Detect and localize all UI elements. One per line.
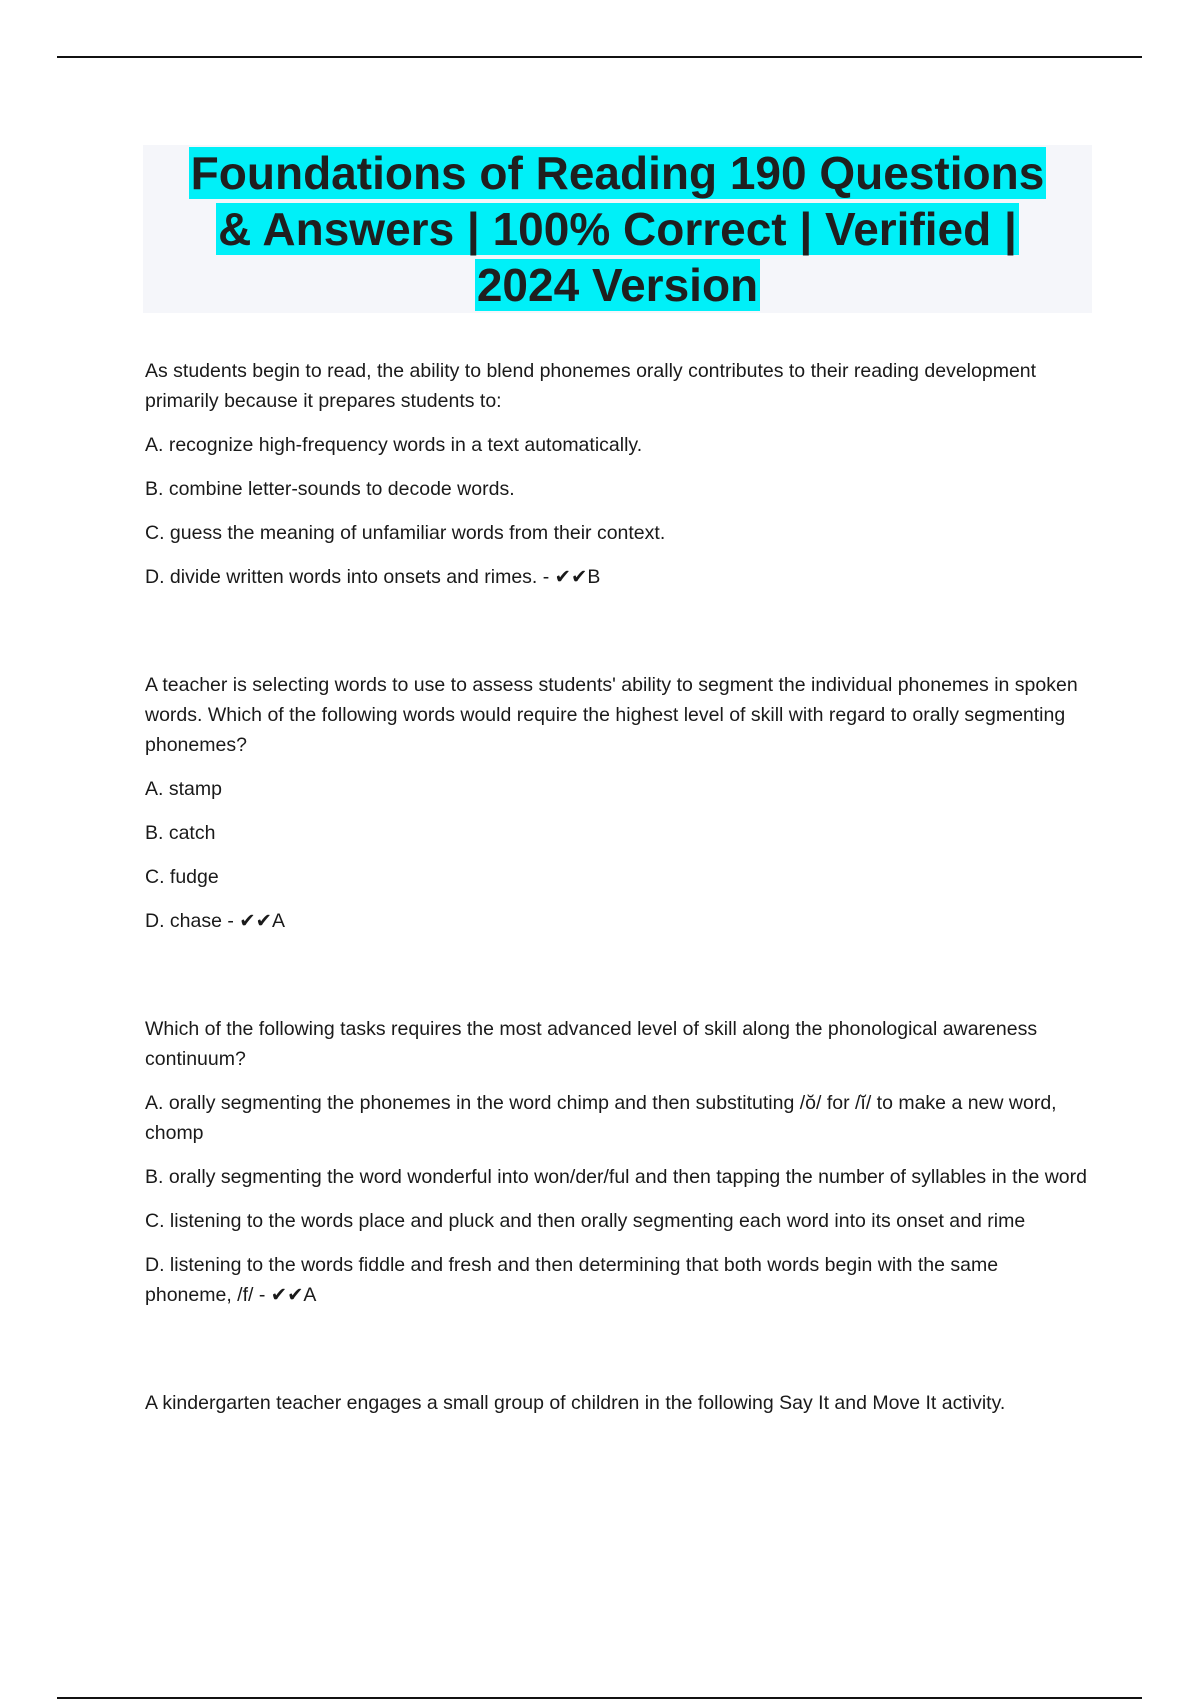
answer-option-b: B. catch [145,822,216,844]
answer-option-b: B. combine letter-sounds to decode words. [145,478,515,500]
title-line-2: & Answers | 100% Correct | Verified | [218,203,1017,255]
answer-option-d: D. divide written words into onsets and rimes. - ✔✔B [145,566,601,588]
document-title [143,145,1092,313]
spacer [145,1324,1090,1388]
question-2 [145,670,1090,936]
question-text: A teacher is selecting words to use to assess students' ability to segment the individual phonemes in spoken words. Which of the following words would require the highest level of skill with regard to orally segmenting phonemes? [145,674,1078,756]
answer-option-a: A. orally segmenting the phonemes in the word chimp and then substituting /ŏ/ for /ĭ/ to make a new word, chomp [145,1092,1057,1144]
answer-option-d: D. listening to the words fiddle and fresh and then determining that both words begin with the same phoneme, /f/ - ✔✔A [145,1254,999,1306]
answer-option-b: B. orally segmenting the word wonderful into won/der/ful and then tapping the number of syllables in the word [145,1166,1087,1188]
question-3 [145,1014,1090,1310]
answer-option-c: C. guess the meaning of unfamiliar words from their context. [145,522,666,544]
title-line-3: 2024 Version [476,259,759,311]
question-text: A kindergarten teacher engages a small group of children in the following Say It and Move It activity. [145,1392,1006,1414]
question-1 [145,356,1090,592]
answer-option-c: C. listening to the words place and pluck and then orally segmenting each word into its onset and rime [145,1210,1026,1232]
answer-option-d: D. chase - ✔✔A [145,910,285,932]
title-block [143,145,1092,313]
spacer [145,606,1090,670]
answer-option-a: A. recognize high-frequency words in a text automatically. [145,434,643,456]
title-line-1: Foundations of Reading 190 Questions [190,147,1045,199]
answer-option-c: C. fudge [145,866,219,888]
question-text: Which of the following tasks requires the most advanced level of skill along the phonological awareness continuum? [145,1018,1038,1070]
question-text: As students begin to read, the ability to blend phonemes orally contributes to their reading development primarily because it prepares students to: [145,360,1037,412]
top-rule [57,56,1142,58]
spacer [145,950,1090,1014]
answer-option-a: A. stamp [145,778,222,800]
question-list [145,356,1090,1432]
bottom-rule [57,1697,1142,1699]
question-4 [145,1388,1090,1418]
